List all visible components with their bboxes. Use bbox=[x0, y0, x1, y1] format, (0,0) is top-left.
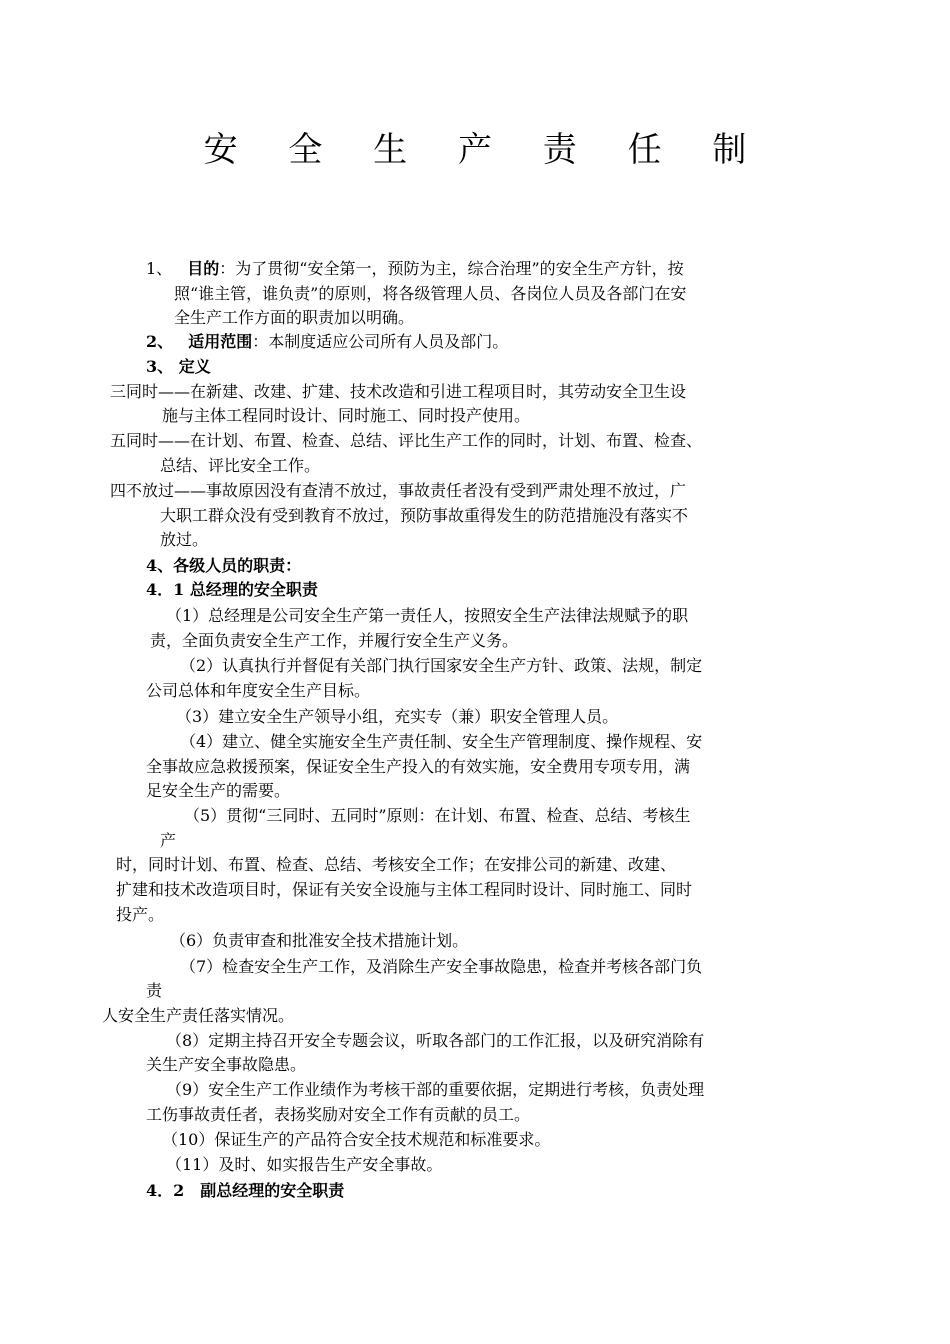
section-1-text-2: 照“谁主管，谁负责”的原则，将各级管理人员、各岗位人员及各部门在安 bbox=[174, 284, 687, 303]
item-5-line-3: 时，同时计划、布置、检查、总结、考核安全工作；在安排公司的新建、改建、 bbox=[116, 855, 677, 874]
item-5-line-4: 扩建和技术改造项目时，保证有关安全设施与主体工程同时设计、同时施工、同时 bbox=[116, 880, 693, 899]
section-1-label: 目的 bbox=[187, 259, 220, 278]
item-7-line-2: 责 bbox=[146, 981, 163, 1000]
definition-3-line-1: 四不放过——事故原因没有查清不放过，事故责任者没有受到严肃处理不放过，广 bbox=[110, 481, 687, 500]
section-3-heading: 3、 定义 bbox=[146, 357, 211, 376]
subsection-4-1-heading: 4．1 总经理的安全职责 bbox=[146, 580, 318, 599]
section-1-text-3: 全生产工作方面的职责加以明确。 bbox=[174, 308, 415, 327]
item-8-line-2: 关生产安全事故隐患。 bbox=[146, 1055, 307, 1074]
item-3: （3）建立安全生产领导小组，充实专（兼）职安全管理人员。 bbox=[176, 707, 619, 726]
section-2-number: 2、 bbox=[146, 332, 174, 351]
item-5-line-1: （5）贯彻“三同时、五同时”原则：在计划、布置、检查、总结、考核生 bbox=[184, 806, 691, 825]
item-11: （11）及时、如实报告生产安全事故。 bbox=[166, 1155, 443, 1174]
definition-3-line-2: 大职工群众没有受到教育不放过，预防事故重得发生的防范措施没有落实不 bbox=[160, 506, 689, 525]
item-8-line-1: （8）定期主持召开安全专题会议，听取各部门的工作汇报，以及研究消除有 bbox=[166, 1031, 705, 1050]
item-9-line-1: （9）安全生产工作业绩作为考核干部的重要依据，定期进行考核，负责处理 bbox=[166, 1080, 705, 1099]
definition-1-line-2: 施与主体工程同时设计、同时施工、同时投产使用。 bbox=[162, 406, 531, 425]
section-4-heading: 4、各级人员的职责： bbox=[146, 556, 302, 575]
section-2-text: ：本制度适应公司所有人员及部门。 bbox=[252, 332, 509, 351]
item-1-line-1: （1）总经理是公司安全生产第一责任人，按照安全生产法律法规赋予的职 bbox=[166, 606, 689, 625]
item-4-line-2: 全事故应急救援预案，保证安全生产投入的有效实施，安全费用专项专用，满 bbox=[146, 757, 691, 776]
section-1-line-1 bbox=[146, 257, 684, 281]
item-4-line-3: 足安全生产的需要。 bbox=[146, 781, 291, 800]
item-4-line-1: （4）建立、健全实施安全生产责任制、安全生产管理制度、操作规程、安 bbox=[180, 732, 703, 751]
item-10: （10）保证生产的产品符合安全技术规范和标准要求。 bbox=[162, 1130, 551, 1149]
subsection-4-2-heading: 4．2 副总经理的安全职责 bbox=[146, 1181, 345, 1200]
definition-2-line-1: 五同时——在计划、布置、检查、总结、评比生产工作的同时，计划、布置、检查、 bbox=[110, 431, 703, 450]
definition-2-line-2: 总结、评比安全工作。 bbox=[160, 456, 321, 475]
definition-3-line-3: 放过。 bbox=[160, 530, 209, 549]
document-title: 安 全 生 产 责 任 制 bbox=[203, 130, 767, 170]
item-7-line-1: （7）检查安全生产工作，及消除生产安全事故隐患，检查并考核各部门负 bbox=[180, 957, 703, 976]
item-5-line-5: 投产。 bbox=[116, 905, 165, 924]
item-6: （6）负责审查和批准安全技术措施计划。 bbox=[170, 931, 469, 950]
item-5-line-2: 产 bbox=[160, 831, 177, 850]
section-2-line bbox=[146, 330, 508, 354]
item-9-line-2: 工伤事故责任者，表扬奖励对安全工作有贡献的员工。 bbox=[146, 1105, 531, 1124]
section-2-label: 适用范围 bbox=[188, 332, 253, 351]
item-7-line-3: 人安全生产责任落实情况。 bbox=[102, 1006, 295, 1025]
item-2-line-2: 公司总体和年度安全生产目标。 bbox=[146, 681, 371, 700]
item-2-line-1: （2）认真执行并督促有关部门执行国家安全生产方针、政策、法规，制定 bbox=[180, 656, 703, 675]
definition-1-line-1: 三同时——在新建、改建、扩建、技术改造和引进工程项目时，其劳动安全卫生设 bbox=[110, 382, 687, 401]
section-1-text-1: ：为了贯彻“安全第一，预防为主，综合治理”的安全生产方针，按 bbox=[219, 259, 684, 278]
section-1-number: 1、 bbox=[146, 259, 173, 278]
item-1-line-2: 责，全面负责安全生产工作，并履行安全生产义务。 bbox=[150, 631, 519, 650]
